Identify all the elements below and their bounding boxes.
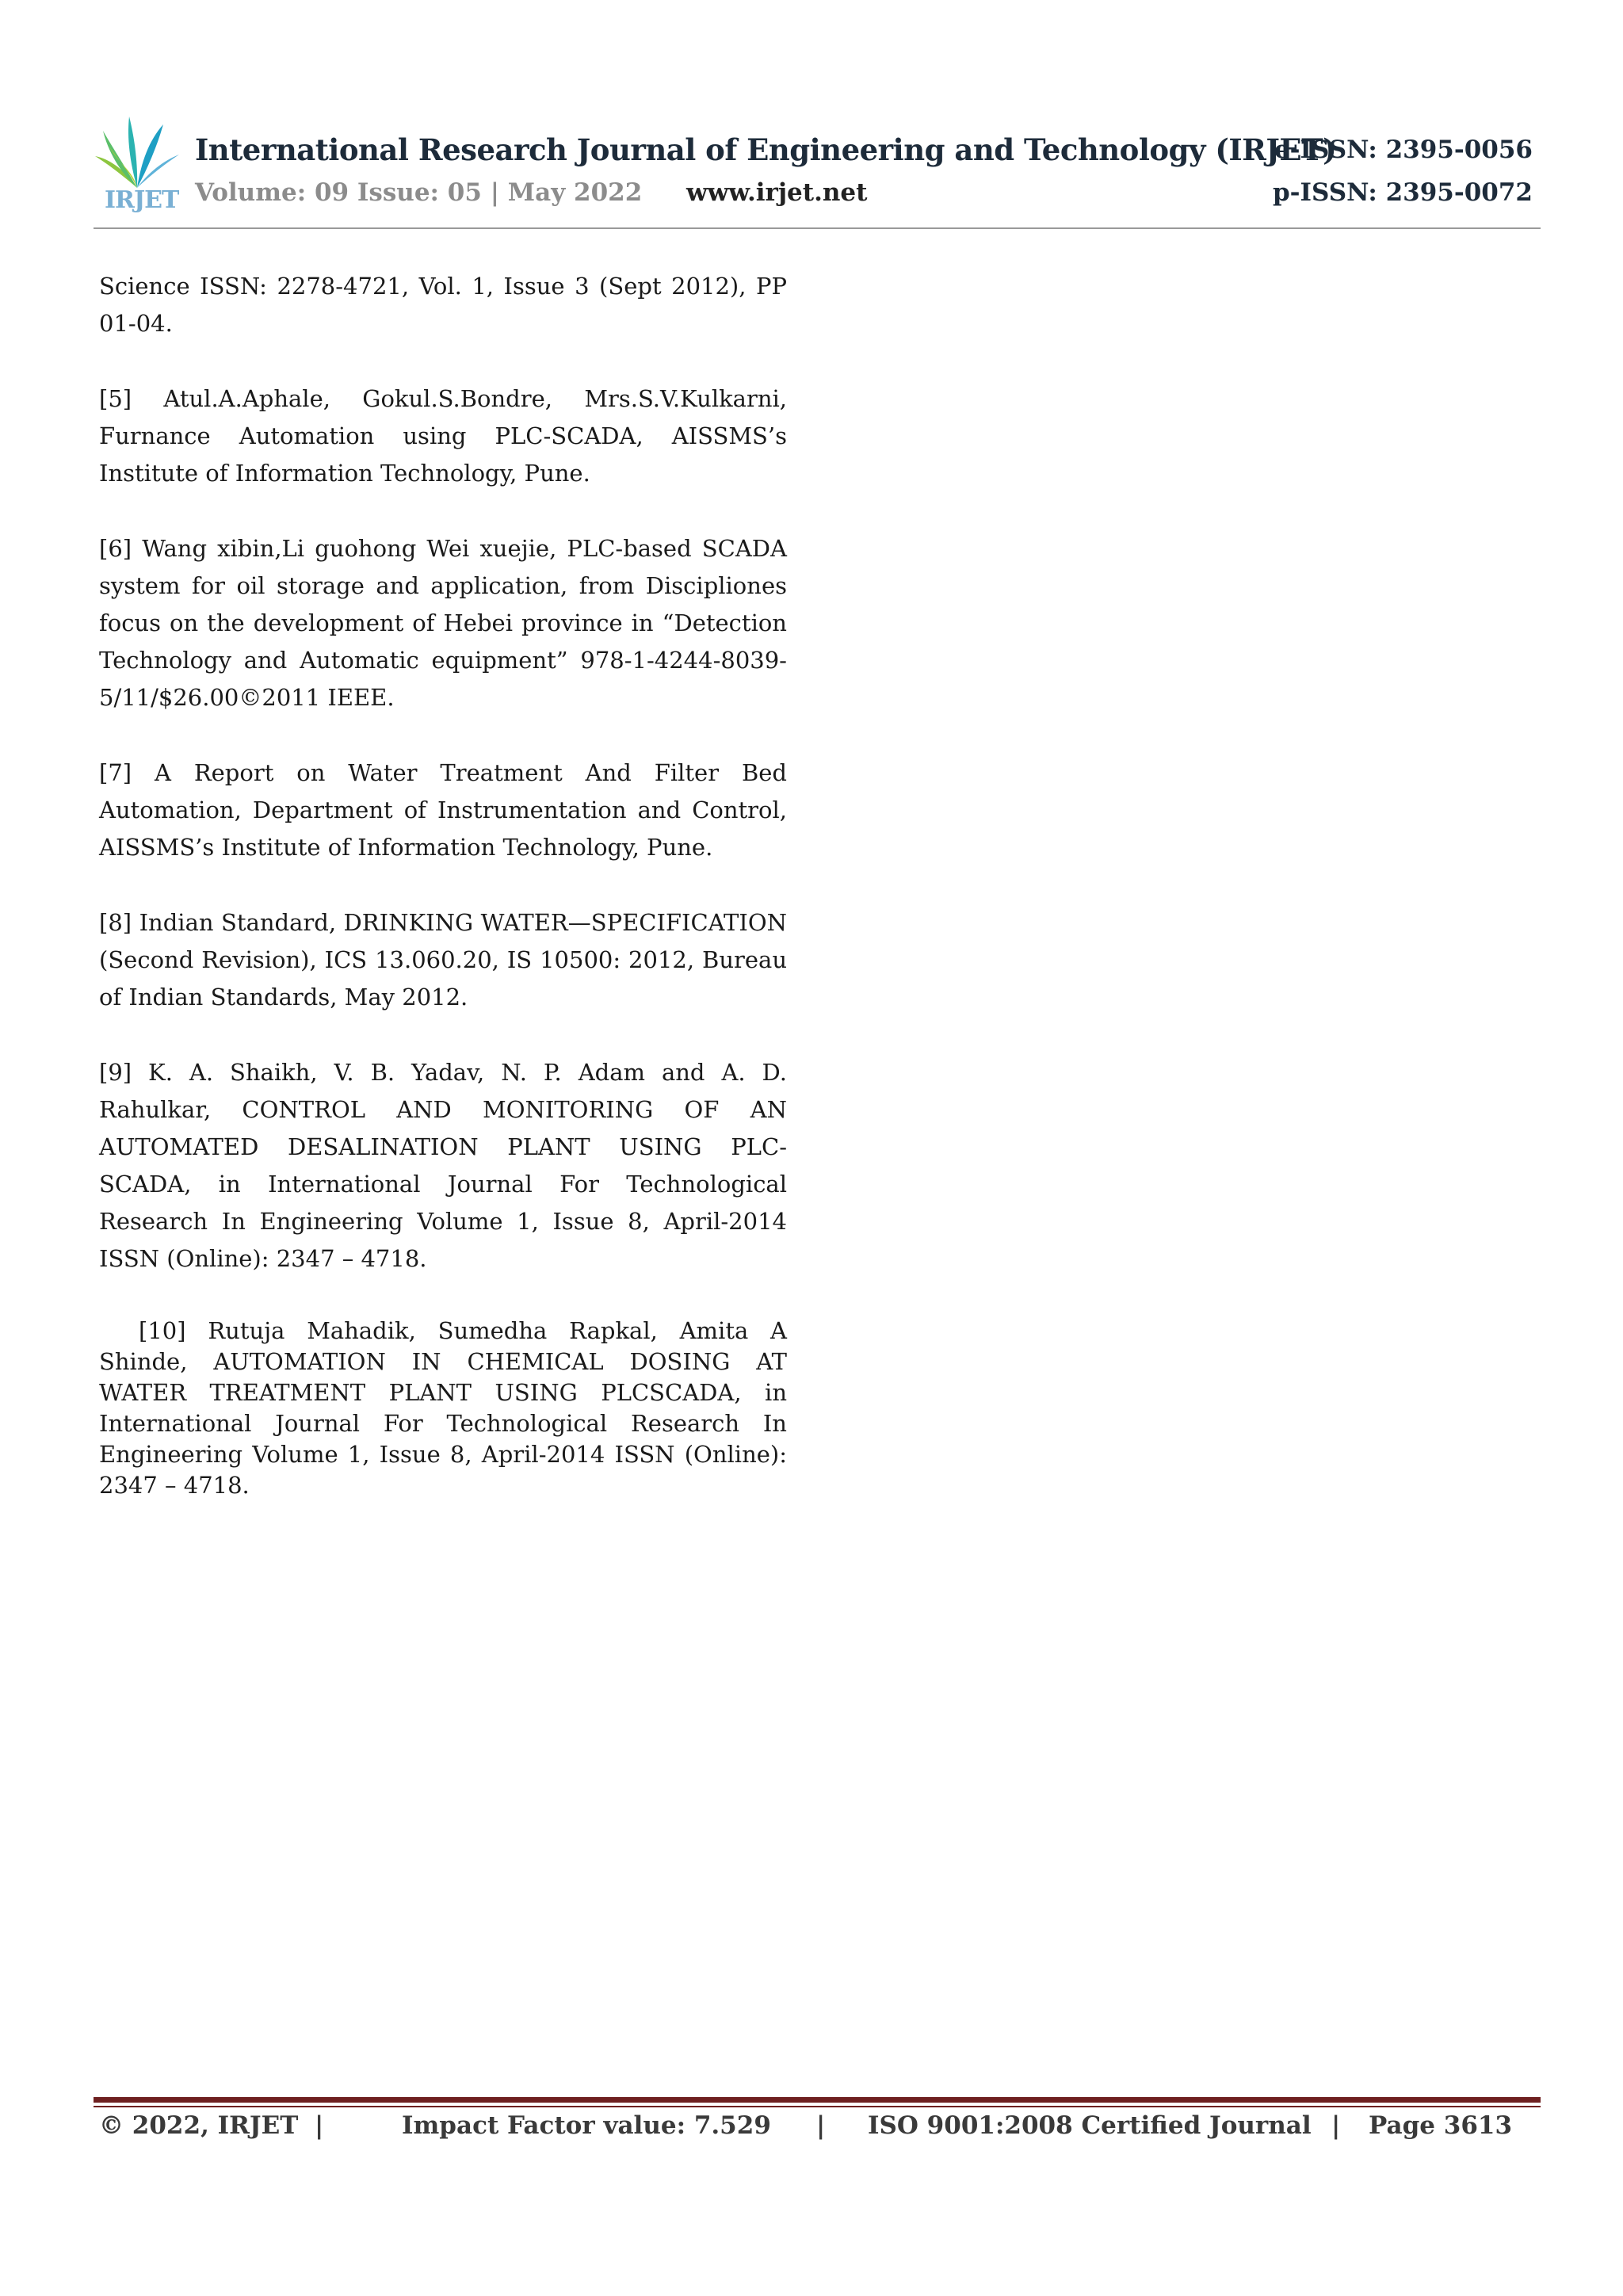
e-issn: e-ISSN: 2395-0056 [1274,136,1533,164]
reference-item: Science ISSN: 2278-4721, Vol. 1, Issue 3 (Sept 2012), PP 01-04. [99,273,787,337]
reference-item: [8] Indian Standard, DRINKING WATER—SPECIFICATION (Second Revision), ICS 13.060.20, IS 10500: 2012, Bureau of Indian Standards, May 2012. [99,909,787,1010]
footer-impact-factor: Impact Factor value: 7.529 [402,2111,771,2140]
journal-website: www.irjet.net [686,178,868,207]
logo-text: IRJET [105,186,179,214]
reference-item: [9] K. A. Shaikh, V. B. Yadav, N. P. Adam and A. D. Rahulkar, CONTROL AND MONITORING OF AN AUTOMATED DESALINATION PLANT USING PLC- SCADA, in International Journal For Technological Research In Engineering Volume 1, Issue 8, April-2014 ISSN (Online): 2347 – 4718. [99,1059,787,1272]
p-issn: p-ISSN: 2395-0072 [1272,178,1533,207]
footer-separator: | [315,2111,324,2140]
header-divider [94,227,1541,229]
footer-divider-thin [94,2106,1541,2107]
footer-iso: ISO 9001:2008 Certified Journal [868,2111,1312,2140]
footer-divider-thick [94,2097,1541,2103]
irjet-logo [94,115,181,214]
irjet-leaf-icon [94,115,181,190]
footer-separator: | [816,2111,826,2140]
reference-item: [7] A Report on Water Treatment And Filter Bed Automation, Department of Instrumentation and Control, AISSMS’s Institute of Information Technology, Pune. [99,759,787,861]
journal-title: International Research Journal of Engineering and Technology (IRJET) [195,132,1337,167]
reference-item: [5] Atul.A.Aphale, Gokul.S.Bondre, Mrs.S.V.Kulkarni, Furnance Automation using PLC-SCADA, AISSMS’s Institute of Information Technology, Pune. [99,385,787,487]
reference-list [99,268,787,1539]
footer-copyright: © 2022, IRJET [99,2111,299,2140]
reference-item: [6] Wang xibin,Li guohong Wei xuejie, PLC-based SCADA system for oil storage and application, from Discipliones focus on the development of Hebei province in “Detection Technology and Automatic equipment” 978-1-4244-8039-5/11/$26.00©2011 IEEE. [99,535,787,711]
volume-issue: Volume: 09 Issue: 05 | May 2022 [195,178,643,207]
footer-separator: | [1331,2111,1341,2140]
footer-page-number: Page 3613 [1369,2111,1513,2140]
page-header [94,115,1541,222]
page-footer [99,2111,1541,2151]
reference-item: [10] Rutuja Mahadik, Sumedha Rapkal, Amita A Shinde, AUTOMATION IN CHEMICAL DOSING AT WATER TREATMENT PLANT USING PLCSCADA, in International Journal For Technological Research In Engineering Volume 1, Issue 8, April-2014 ISSN (Online): 2347 – 4718. [99,1317,787,1499]
